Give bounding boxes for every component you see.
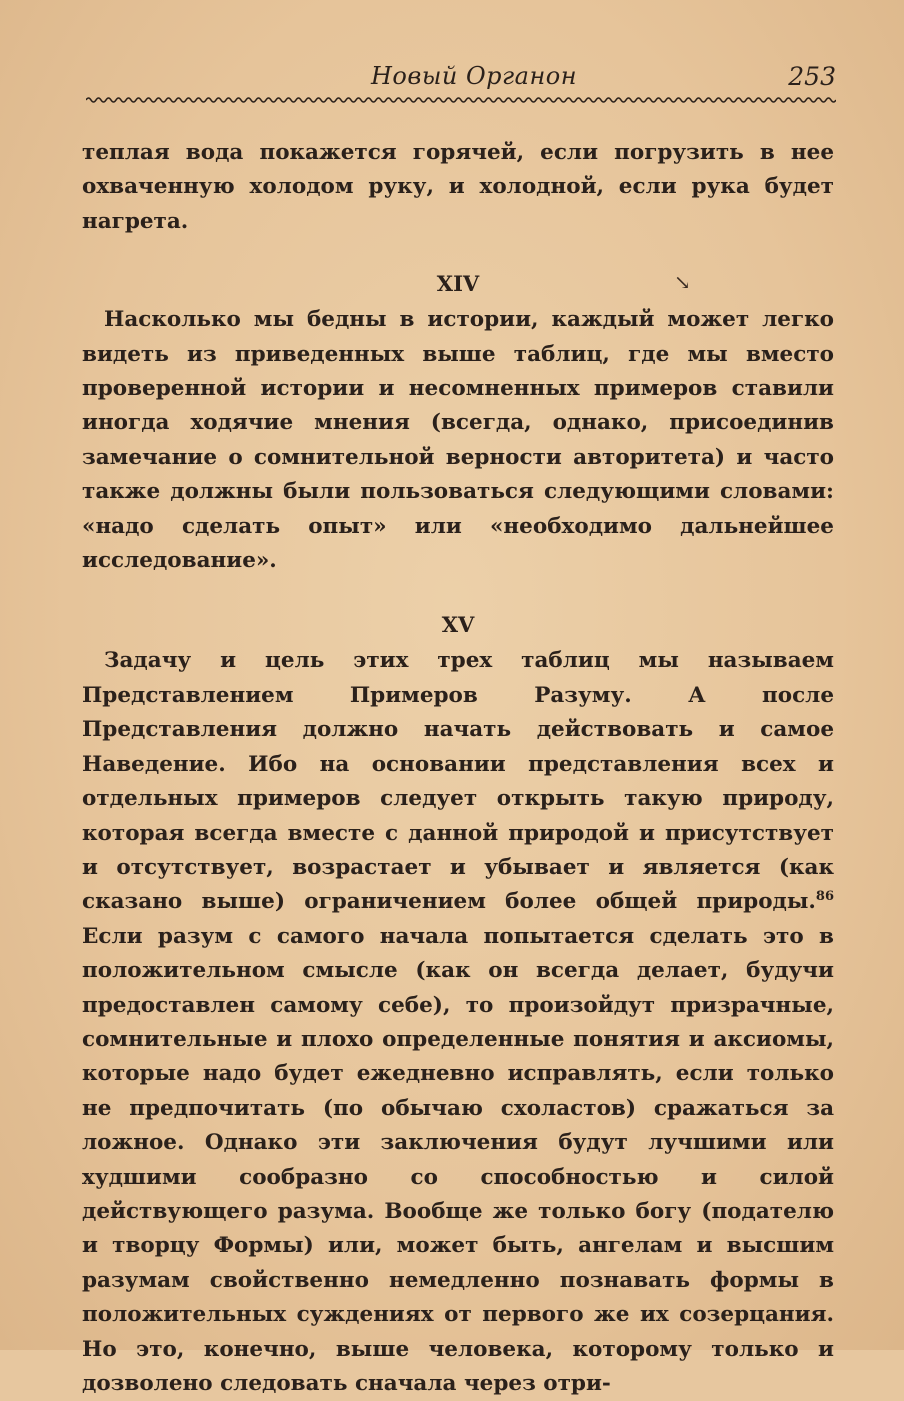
pencil-mark: ↘	[674, 270, 691, 294]
running-head	[86, 62, 836, 96]
footnote-ref: 86	[815, 889, 834, 905]
body-text	[82, 136, 834, 1401]
paragraph-xiv: Насколько мы бедны в истории, каждый может легко видеть из приведенных выше таблиц, где мы вместо проверенной истории и несомненных примеров ставили иногда ходячие мнения (всегда, однако, присоединив замечание о сомнительной верности авторитета) и часто также должны были пользоваться следующими словами: «надо сделать опыт» или «необходимо дальнейшее исследование».	[82, 307, 834, 574]
page-number: 253	[788, 62, 836, 91]
running-title: Новый Органон	[371, 62, 578, 90]
decorative-wavy-rule	[86, 96, 836, 104]
paragraph-continued: теплая вода покажется горячей, если погрузить в нее охваченную холодом руку, и холодной, если рука будет нагрета.	[82, 140, 834, 234]
paragraph-xv-part2: Если разум с самого начала попытается сделать это в положительном смысле (как он всегда делает, будучи предоставлен самому себе), то произойдут призрачные, сомнительные и плохо определенные понятия и аксиомы, которые надо будет ежедневно исправлять, если только не предпочитать (по обычаю схоластов) сражаться за ложное. Однако эти заключения будут лучшими или худшими сообразно со способностью и силой действующего разума. Вообще же только богу (подателю и творцу Формы) или, может быть, ангелам и высшим разумам свойственно немедленно познавать формы в положительных суждениях от первого же их созерцания. Но это, конечно, выше человека, которому только и дозволено следовать сначала через отри-	[82, 923, 834, 1396]
section-heading-xv: XV	[441, 612, 475, 638]
paragraph-xv	[82, 644, 834, 1401]
paragraph-xv-part1: Задачу и цель этих трех таблиц мы называем Представлением Примеров Разуму. А после Представления должно начать действовать и самое Наведение. Ибо на основании представления всех и отдельных примеров следует открыть такую природу, которая всегда вместе с данной природой и присутствует и отсутствует, возрастает и убывает и является (как сказано выше) ограничением более общей природы.	[82, 648, 834, 915]
section-heading-xiv: XIV	[436, 271, 480, 297]
